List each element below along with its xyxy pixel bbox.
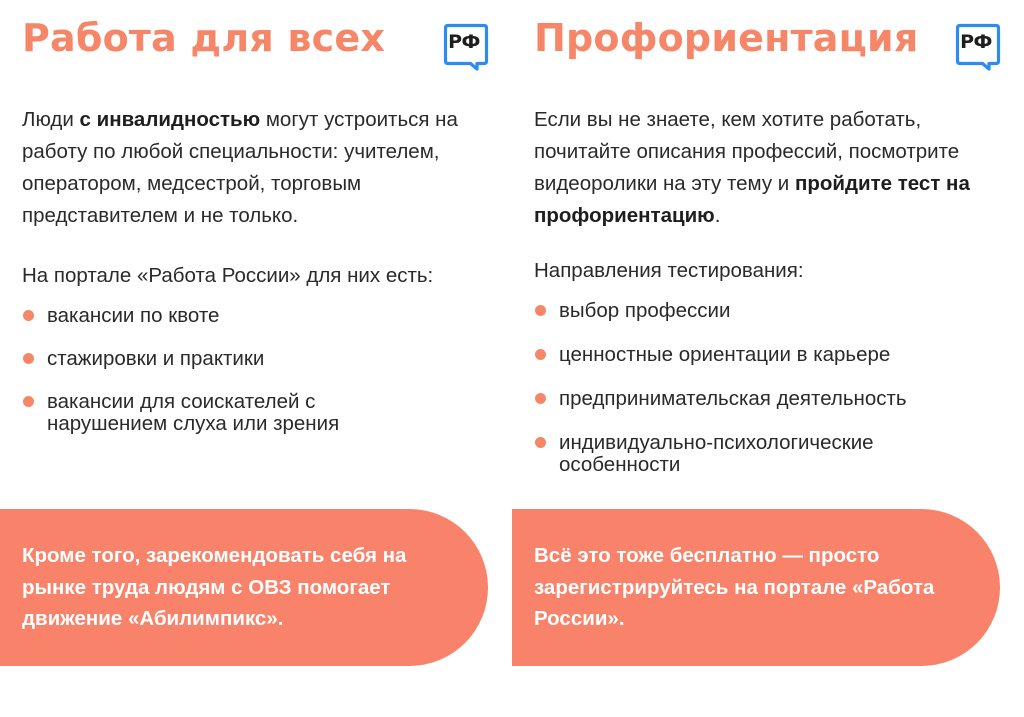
list-item — [534, 388, 1004, 410]
list-item — [534, 344, 1004, 366]
intro-text-start: Если вы не знаете, кем хотите работать, почитайте описания профессий, посмотрите видеоролики на эту тему и — [534, 108, 960, 195]
intro-paragraph — [22, 104, 492, 232]
rf-logo-icon — [955, 23, 1001, 72]
list-item-text: ценностные ориентации в карьере — [559, 343, 891, 366]
callout-banner — [512, 509, 1000, 666]
intro-emphasis: пройдите тест на профориентацию — [534, 172, 970, 227]
intro-emphasis: с инвалидностью — [79, 108, 261, 131]
panel-title: Профориентация — [534, 16, 919, 60]
list-item — [534, 432, 929, 476]
logo-text: РФ — [960, 31, 992, 53]
panel-title: Работа для всех — [22, 16, 386, 60]
callout-text: Кроме того, зарекомендовать себя на рынке труда людям с ОВЗ помогает движение «Абилимпикс». — [22, 544, 407, 630]
intro-text-end: . — [714, 204, 721, 227]
list-heading: На портале «Работа России» для них есть: — [22, 264, 434, 287]
intro-paragraph — [534, 104, 1004, 232]
list-item-text: вакансии по квоте — [47, 304, 220, 327]
list-item — [534, 300, 1004, 322]
intro-text-end: могут устроиться на работу по любой специальности: учителем, оператором, медсестрой, торговым представителем и не только. — [22, 108, 458, 227]
bullet-dot-icon — [23, 353, 34, 364]
list-item-text: стажировки и практики — [47, 347, 265, 370]
test-directions-list — [534, 300, 1004, 476]
list-item — [22, 305, 492, 327]
callout-text: Всё это тоже бесплатно — просто зарегистрируйтесь на портале «Работа России». — [534, 544, 935, 630]
bullet-dot-icon — [535, 349, 546, 360]
list-item-text: индивидуально-психологические особенности — [559, 431, 874, 476]
list-item-text: выбор профессии — [559, 299, 731, 322]
panel-career-guidance — [512, 0, 1024, 717]
benefits-list — [22, 305, 492, 435]
bullet-dot-icon — [23, 396, 34, 407]
list-item — [22, 348, 492, 370]
bullet-dot-icon — [23, 310, 34, 321]
intro-text-start: Люди — [22, 108, 80, 131]
list-item-text: вакансии для соискателей с нарушением слуха или зрения — [47, 390, 340, 435]
bullet-dot-icon — [535, 437, 546, 448]
rf-logo-icon — [443, 23, 489, 72]
list-item-text: предпринимательская деятельность — [559, 387, 907, 410]
list-heading: Направления тестирования: — [534, 259, 804, 282]
list-item — [22, 391, 377, 435]
bullet-dot-icon — [535, 305, 546, 316]
callout-banner — [0, 509, 488, 666]
logo-text: РФ — [448, 31, 480, 53]
bullet-dot-icon — [535, 393, 546, 404]
